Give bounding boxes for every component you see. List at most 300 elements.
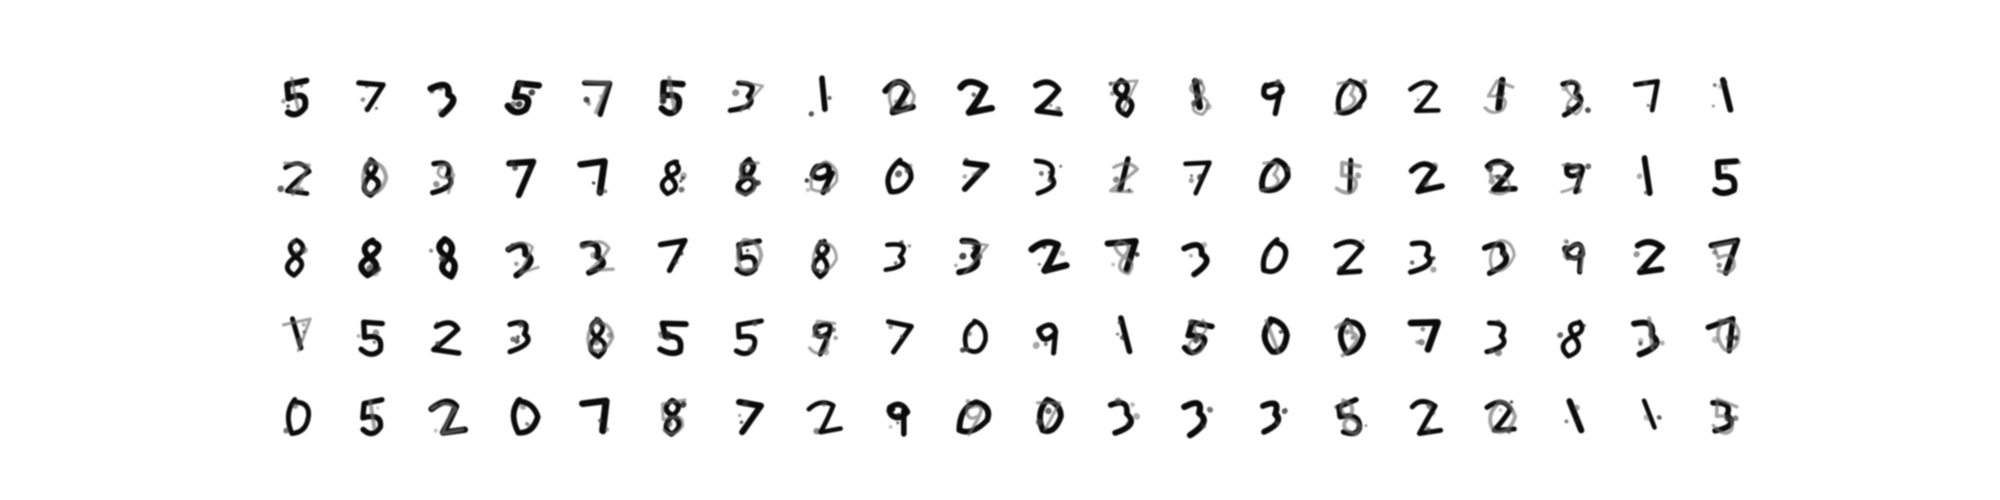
digit-stroke bbox=[356, 83, 383, 110]
digit-sample-svg bbox=[870, 67, 926, 123]
digit-sample bbox=[1170, 295, 1226, 375]
digit-sample-strokes bbox=[429, 84, 457, 116]
digit-sample-strokes bbox=[505, 321, 530, 353]
digit-sample-strokes bbox=[662, 398, 688, 436]
digit-sample-svg bbox=[569, 67, 625, 123]
digit-sample bbox=[1020, 295, 1076, 375]
digit-stroke bbox=[1184, 243, 1210, 275]
digit-noise-blob bbox=[1416, 98, 1420, 102]
digit-noise-blob bbox=[962, 174, 968, 179]
digit-noise-blob bbox=[1499, 408, 1502, 411]
digit-stroke bbox=[511, 399, 539, 433]
digit-sample-strokes bbox=[1557, 160, 1592, 195]
digit-sample bbox=[569, 135, 625, 215]
digit-sample bbox=[794, 55, 850, 135]
digit-sample-strokes bbox=[1640, 399, 1664, 428]
digit-sample-strokes bbox=[1483, 78, 1514, 115]
digit-sample bbox=[1245, 215, 1301, 295]
digit-sample-strokes bbox=[1411, 320, 1441, 351]
digit-sample-svg bbox=[945, 147, 1001, 203]
digit-sample-svg bbox=[494, 307, 550, 363]
digit-sample-strokes bbox=[1333, 239, 1364, 272]
digit-sample bbox=[569, 55, 625, 135]
digit-noise-blob bbox=[1059, 165, 1062, 168]
digit-noise-blob bbox=[513, 261, 519, 267]
digit-sample-svg bbox=[1471, 147, 1527, 203]
digit-sample-svg bbox=[494, 387, 550, 443]
digit-sample bbox=[418, 215, 474, 295]
digit-stroke bbox=[1121, 318, 1130, 352]
digit-sample-svg bbox=[343, 147, 399, 203]
digit-sample bbox=[343, 375, 399, 455]
digit-noise-blob bbox=[1111, 262, 1116, 266]
digit-noise-blob bbox=[375, 107, 378, 110]
digit-sample-strokes bbox=[659, 78, 683, 114]
digit-sample-strokes bbox=[737, 159, 762, 194]
digit-sample bbox=[1396, 295, 1452, 375]
digit-sample-strokes bbox=[1336, 158, 1362, 195]
digit-sample-svg bbox=[1321, 147, 1377, 203]
digit-noise-blob bbox=[361, 97, 366, 102]
digit-sample-svg bbox=[719, 67, 775, 123]
digit-stroke bbox=[286, 397, 312, 434]
digit-noise-blob bbox=[1364, 424, 1368, 427]
digit-sample-strokes bbox=[1033, 80, 1063, 115]
digit-sample bbox=[1621, 135, 1677, 215]
digit-sample-svg bbox=[1621, 147, 1677, 203]
digit-noise-blob bbox=[1116, 332, 1120, 336]
digit-sample-strokes bbox=[506, 238, 538, 275]
digit-noise-blob bbox=[806, 188, 811, 193]
digit-noise-blob bbox=[1189, 178, 1195, 184]
digit-noise-blob bbox=[1488, 178, 1495, 185]
digit-sample-strokes bbox=[1633, 242, 1664, 272]
digit-sample-svg bbox=[1697, 227, 1753, 283]
digit-stroke bbox=[1636, 80, 1662, 112]
digit-sample-svg bbox=[1321, 227, 1377, 283]
digit-sample-svg bbox=[1697, 67, 1753, 123]
digit-sample-strokes bbox=[582, 397, 618, 434]
digit-sample bbox=[1697, 55, 1753, 135]
digit-sample bbox=[343, 135, 399, 215]
digit-sample-svg bbox=[644, 67, 700, 123]
digit-sample-svg bbox=[719, 227, 775, 283]
digit-sample bbox=[1170, 215, 1226, 295]
digit-noise-blob bbox=[1049, 104, 1052, 107]
digit-sample bbox=[870, 375, 926, 455]
digit-sample-strokes bbox=[803, 159, 840, 197]
digit-sample bbox=[945, 295, 1001, 375]
digit-noise-blob bbox=[833, 335, 838, 340]
digit-sample-svg bbox=[1095, 227, 1151, 283]
digit-noise-blob bbox=[1058, 250, 1065, 257]
digit-sample-svg bbox=[1321, 307, 1377, 363]
digit-stroke bbox=[1184, 403, 1206, 436]
digit-noise-blob bbox=[1634, 251, 1641, 257]
digit-sample bbox=[1546, 55, 1602, 135]
digit-sample bbox=[1471, 215, 1527, 295]
digit-noise-blob bbox=[1637, 173, 1643, 180]
digit-sample bbox=[494, 135, 550, 215]
digit-noise-blob bbox=[738, 413, 742, 417]
digit-sample-strokes bbox=[1108, 79, 1141, 117]
digit-sample bbox=[1396, 215, 1452, 295]
digit-noise-blob bbox=[1044, 342, 1048, 347]
digit-stroke bbox=[1634, 323, 1658, 355]
digit-sample bbox=[1396, 55, 1452, 135]
digit-sample-strokes bbox=[277, 162, 310, 195]
digit-sample-svg bbox=[870, 147, 926, 203]
digit-sample-strokes bbox=[1107, 239, 1143, 275]
digit-noise-blob bbox=[281, 98, 286, 103]
digit-sample bbox=[494, 375, 550, 455]
digit-sample-svg bbox=[719, 307, 775, 363]
digit-sample-strokes bbox=[1113, 318, 1130, 353]
digit-noise-blob bbox=[1420, 327, 1425, 332]
digit-sample bbox=[1621, 215, 1677, 295]
digit-noise-blob bbox=[515, 335, 520, 339]
digit-sample-svg bbox=[1546, 67, 1602, 123]
digit-sample bbox=[1170, 55, 1226, 135]
digit-stroke bbox=[1570, 400, 1582, 431]
digit-noise-blob bbox=[888, 425, 892, 430]
digit-sample-svg bbox=[1170, 387, 1226, 443]
digit-sample-strokes bbox=[658, 323, 686, 354]
digit-sample bbox=[1471, 375, 1527, 455]
digit-sample bbox=[1245, 375, 1301, 455]
digit-noise-blob bbox=[1657, 415, 1663, 420]
digit-sample-strokes bbox=[959, 319, 986, 355]
digit-noise-blob bbox=[958, 252, 967, 260]
digit-sample-strokes bbox=[1634, 318, 1666, 355]
digit-sample-strokes bbox=[1563, 238, 1585, 272]
digit-sample bbox=[1020, 55, 1076, 135]
digit-sample-strokes bbox=[361, 399, 384, 435]
digit-sample bbox=[1095, 55, 1151, 135]
digit-sample bbox=[268, 295, 324, 375]
digit-noise-blob bbox=[1430, 266, 1437, 273]
digit-sample-svg bbox=[1546, 227, 1602, 283]
digit-sample-svg bbox=[1621, 387, 1677, 443]
digit-sample-strokes bbox=[806, 398, 841, 435]
digit-noise-blob bbox=[809, 111, 815, 117]
digit-sample-svg bbox=[1697, 147, 1753, 203]
digit-sample bbox=[1170, 375, 1226, 455]
digit-sample-svg bbox=[794, 387, 850, 443]
digit-sample-svg bbox=[1621, 67, 1677, 123]
digit-sample bbox=[1321, 55, 1377, 135]
digit-sample bbox=[1697, 375, 1753, 455]
digit-sample-strokes bbox=[952, 239, 987, 276]
digit-sample-strokes bbox=[1184, 402, 1216, 435]
digit-stroke bbox=[1485, 322, 1507, 355]
digit-sample bbox=[1697, 215, 1753, 295]
digit-noise-blob bbox=[527, 89, 536, 97]
digit-sample-svg bbox=[268, 67, 324, 123]
digit-sample bbox=[1095, 135, 1151, 215]
digit-noise-blob bbox=[828, 95, 833, 100]
digit-sample bbox=[1321, 135, 1377, 215]
digit-sample-svg bbox=[1321, 387, 1377, 443]
digit-stroke bbox=[880, 243, 906, 272]
digit-sample bbox=[794, 135, 850, 215]
digit-sample-svg bbox=[1471, 387, 1527, 443]
digit-sample-strokes bbox=[884, 319, 911, 354]
digit-noise-blob bbox=[731, 89, 740, 97]
digit-sample-strokes bbox=[1109, 157, 1140, 194]
digit-sample bbox=[1471, 295, 1527, 375]
digit-noise-blob bbox=[1409, 260, 1414, 265]
digit-noise-blob bbox=[971, 92, 977, 97]
digit-sample bbox=[1396, 135, 1452, 215]
digit-sample-svg bbox=[1396, 147, 1452, 203]
digit-sample-svg bbox=[1020, 307, 1076, 363]
digit-sample bbox=[494, 215, 550, 295]
digit-sample-strokes bbox=[1486, 400, 1516, 434]
digit-sample-strokes bbox=[428, 239, 458, 278]
digit-sample-strokes bbox=[1110, 398, 1141, 433]
digit-sample bbox=[1621, 55, 1677, 135]
digit-sample-strokes bbox=[660, 241, 686, 272]
digit-noise-blob bbox=[894, 170, 901, 177]
digit-sample bbox=[1095, 215, 1151, 295]
digit-sample-svg bbox=[1697, 387, 1753, 443]
digit-sample-svg bbox=[1396, 307, 1452, 363]
digit-noise-blob bbox=[1361, 239, 1365, 242]
digit-sample-strokes bbox=[1411, 161, 1443, 192]
digit-sample-strokes bbox=[727, 80, 763, 116]
digit-stroke bbox=[1263, 403, 1280, 432]
digit-sample bbox=[1245, 55, 1301, 135]
digit-sample bbox=[343, 215, 399, 295]
digit-sample bbox=[945, 135, 1001, 215]
digit-sample bbox=[494, 295, 550, 375]
digit-sample-svg bbox=[268, 227, 324, 283]
digit-sample-svg bbox=[343, 227, 399, 283]
digit-sample-strokes bbox=[1709, 398, 1739, 435]
digit-sample bbox=[1546, 295, 1602, 375]
digit-sample bbox=[343, 295, 399, 375]
digit-sample bbox=[794, 375, 850, 455]
digit-noise-blob bbox=[1279, 330, 1283, 334]
digit-sample bbox=[343, 55, 399, 135]
digit-stroke bbox=[1038, 324, 1058, 356]
digit-sample-svg bbox=[569, 307, 625, 363]
digit-noise-blob bbox=[1510, 400, 1513, 403]
digit-stroke bbox=[822, 78, 825, 109]
digit-sample bbox=[1546, 375, 1602, 455]
digit-noise-blob bbox=[804, 178, 809, 183]
digit-sample-strokes bbox=[283, 316, 313, 353]
digit-sample bbox=[569, 215, 625, 295]
digit-stroke bbox=[1264, 84, 1282, 114]
digit-sample-strokes bbox=[363, 159, 388, 196]
digit-sample-svg bbox=[870, 307, 926, 363]
digit-noise-blob bbox=[1037, 263, 1041, 267]
digit-noise-blob bbox=[895, 421, 899, 425]
digit-sample-svg bbox=[870, 227, 926, 283]
digit-sample-strokes bbox=[1707, 317, 1743, 355]
digit-sample-strokes bbox=[1484, 318, 1507, 357]
digit-sample-svg bbox=[644, 387, 700, 443]
digit-sample-strokes bbox=[809, 320, 841, 357]
digit-sample-svg bbox=[1020, 387, 1076, 443]
digit-sample-strokes bbox=[1261, 238, 1290, 273]
digit-sample-strokes bbox=[1334, 78, 1367, 114]
digit-noise-blob bbox=[1712, 83, 1716, 87]
digit-sample-svg bbox=[794, 227, 850, 283]
digit-sample-svg bbox=[945, 307, 1001, 363]
digit-stroke bbox=[580, 159, 614, 194]
digit-sample-svg bbox=[268, 387, 324, 443]
digit-stroke bbox=[1111, 403, 1133, 433]
digit-sample-svg bbox=[494, 67, 550, 123]
digit-noise-blob bbox=[1711, 104, 1715, 107]
digit-sample bbox=[644, 375, 700, 455]
digit-sample-svg bbox=[1546, 307, 1602, 363]
digit-sample bbox=[794, 215, 850, 295]
digit-sample-strokes bbox=[582, 81, 613, 115]
digit-noise-blob bbox=[514, 100, 523, 108]
digit-sample-svg bbox=[268, 307, 324, 363]
digit-sample-svg bbox=[1621, 307, 1677, 363]
digit-noise-blob bbox=[1207, 407, 1214, 413]
digit-stroke bbox=[370, 401, 374, 429]
digit-sample-strokes bbox=[356, 322, 382, 355]
digit-noise-blob bbox=[888, 324, 893, 329]
digit-sample-svg bbox=[418, 227, 474, 283]
digit-sample-svg bbox=[1170, 307, 1226, 363]
digit-sample-svg bbox=[1095, 67, 1151, 123]
digit-noise-blob bbox=[434, 428, 439, 433]
digit-stroke bbox=[1645, 400, 1655, 428]
digit-sample-strokes bbox=[1485, 238, 1515, 273]
digit-sample-strokes bbox=[1264, 79, 1285, 114]
digit-sample-strokes bbox=[735, 321, 762, 354]
digit-noise-blob bbox=[1647, 104, 1651, 108]
digit-sample-strokes bbox=[356, 83, 383, 111]
digit-sample-svg bbox=[569, 387, 625, 443]
digit-sample-strokes bbox=[735, 239, 762, 274]
digit-sample-strokes bbox=[1411, 399, 1440, 435]
digit-sample-svg bbox=[1170, 67, 1226, 123]
digit-sample-svg bbox=[945, 227, 1001, 283]
digit-sample bbox=[1020, 375, 1076, 455]
digit-noise-blob bbox=[907, 244, 912, 248]
digit-sample bbox=[494, 55, 550, 135]
digit-sample-svg bbox=[418, 147, 474, 203]
digit-noise-blob bbox=[429, 249, 434, 253]
digit-sample-svg bbox=[1020, 67, 1076, 123]
digit-noise-blob bbox=[1133, 413, 1140, 420]
digit-sample-svg bbox=[1245, 307, 1301, 363]
digit-sample-svg bbox=[418, 307, 474, 363]
digit-sample bbox=[719, 215, 775, 295]
digit-noise-blob bbox=[277, 185, 284, 192]
digit-stroke bbox=[432, 321, 464, 353]
digit-sample-strokes bbox=[511, 399, 539, 433]
digit-sample bbox=[719, 135, 775, 215]
digit-sample-strokes bbox=[1263, 402, 1289, 432]
digit-sample-svg bbox=[1396, 227, 1452, 283]
digit-sample bbox=[870, 55, 926, 135]
digit-noise-blob bbox=[678, 186, 685, 193]
digit-sample-strokes bbox=[1486, 160, 1516, 194]
digit-sample-svg bbox=[644, 307, 700, 363]
digit-sample-svg bbox=[1697, 307, 1753, 363]
digit-sample bbox=[418, 55, 474, 135]
digit-sample-svg bbox=[1471, 227, 1527, 283]
digit-sample-strokes bbox=[880, 238, 911, 273]
digit-sample bbox=[870, 135, 926, 215]
digit-sample-svg bbox=[1095, 307, 1151, 363]
digit-sample bbox=[569, 295, 625, 375]
digit-sample bbox=[1621, 375, 1677, 455]
digit-sample bbox=[1321, 375, 1377, 455]
digit-sample-strokes bbox=[660, 160, 692, 197]
digit-sample bbox=[945, 215, 1001, 295]
digit-sample-svg bbox=[945, 67, 1001, 123]
digit-sample-strokes bbox=[954, 398, 993, 437]
digit-noise-blob bbox=[433, 180, 440, 188]
digit-sample bbox=[268, 55, 324, 135]
digit-sample-strokes bbox=[1186, 78, 1213, 117]
digit-noise-blob bbox=[1190, 174, 1193, 177]
digit-sample-strokes bbox=[1635, 158, 1650, 196]
digit-sample bbox=[1170, 135, 1226, 215]
digit-sample-strokes bbox=[1184, 241, 1214, 275]
digit-sample bbox=[1095, 375, 1151, 455]
digit-sample-strokes bbox=[429, 399, 465, 435]
digit-noise-blob bbox=[1038, 171, 1044, 177]
digit-sample-strokes bbox=[1335, 317, 1366, 355]
digit-noise-blob bbox=[376, 406, 379, 409]
digit-noise-blob bbox=[1660, 340, 1666, 345]
digit-sample-strokes bbox=[279, 76, 309, 117]
digit-stroke bbox=[287, 240, 305, 276]
digit-sample bbox=[1321, 215, 1377, 295]
digit-sample-strokes bbox=[1561, 400, 1586, 434]
digit-sample-svg bbox=[1396, 387, 1452, 443]
digit-sample bbox=[945, 55, 1001, 135]
digit-noise-blob bbox=[1723, 166, 1728, 171]
digit-sample-strokes bbox=[1561, 80, 1591, 116]
digit-sample-svg bbox=[644, 147, 700, 203]
digit-sample-svg bbox=[569, 147, 625, 203]
digit-noise-blob bbox=[373, 340, 376, 344]
digit-sample-strokes bbox=[884, 78, 917, 113]
digit-sample bbox=[569, 375, 625, 455]
digit-noise-blob bbox=[953, 263, 958, 267]
digit-stroke bbox=[1645, 158, 1650, 193]
digit-sample-svg bbox=[644, 227, 700, 283]
digit-noise-blob bbox=[1716, 262, 1722, 268]
digit-noise-blob bbox=[302, 323, 306, 327]
digit-sample bbox=[870, 215, 926, 295]
digit-sample-svg bbox=[1546, 147, 1602, 203]
digit-noise-blob bbox=[1130, 402, 1135, 407]
digit-noise-blob bbox=[1585, 107, 1591, 113]
digit-sample bbox=[945, 375, 1001, 455]
digit-noise-blob bbox=[739, 420, 743, 424]
digit-sample-strokes bbox=[1332, 397, 1368, 437]
digit-sample-strokes bbox=[1710, 240, 1743, 274]
digit-sample-svg bbox=[870, 387, 926, 443]
digit-sample-svg bbox=[945, 387, 1001, 443]
digit-sample-strokes bbox=[884, 402, 911, 437]
digit-sample-svg bbox=[1245, 67, 1301, 123]
digit-sample-svg bbox=[719, 387, 775, 443]
